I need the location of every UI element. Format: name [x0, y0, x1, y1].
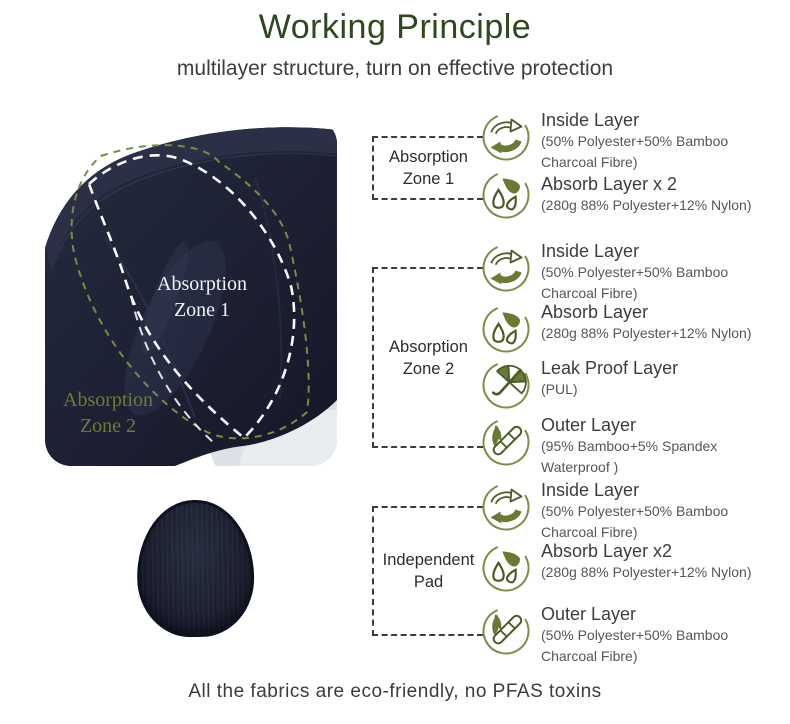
layer-desc: Charcoal Fibre)	[541, 285, 638, 301]
layer-desc: (50% Polyester+50% Bamboo	[541, 133, 729, 149]
bamboo-icon	[481, 606, 531, 656]
layer-row	[541, 541, 789, 583]
layer-desc: Charcoal Fibre)	[541, 648, 638, 664]
bracket-label: Zone 1	[402, 170, 455, 188]
layer-desc: (PUL)	[541, 381, 578, 397]
water-drops-icon	[481, 170, 531, 220]
layer-desc: (50% Polyester+50% Bamboo	[541, 627, 729, 643]
layer-row	[541, 358, 789, 400]
footer-note: All the fabrics are eco-friendly, no PFAS toxins	[188, 681, 602, 702]
page-subtitle: multilayer structure, turn on effective protection	[176, 57, 614, 80]
layer-title: Outer Layer	[541, 604, 637, 624]
page-title: Working Principle	[258, 8, 532, 46]
zone2-image-label-line2: Zone 2	[79, 415, 137, 437]
layer-row	[541, 110, 789, 173]
water-drops-icon	[481, 543, 531, 593]
independent-pad-photo	[136, 499, 255, 638]
layer-row	[541, 604, 789, 667]
layer-title: Inside Layer	[541, 480, 640, 500]
layer-desc: Charcoal Fibre)	[541, 524, 638, 540]
layer-row	[541, 174, 789, 216]
layer-title: Absorb Layer x 2	[541, 174, 678, 194]
bracket-label: Zone 2	[402, 359, 455, 378]
layer-title: Absorb Layer x2	[541, 541, 673, 561]
layer-title: Outer Layer	[541, 415, 637, 435]
bracket-label: Absorption	[389, 337, 468, 356]
layer-desc: (280g 88% Polyester+12% Nylon)	[541, 564, 752, 580]
layer-row	[541, 415, 789, 478]
bracket-label: Independent	[382, 551, 475, 569]
zone1-image-label-line1: Absorption	[157, 273, 247, 295]
underwear-photo	[45, 118, 337, 466]
bracket-absorption-zone-2	[372, 267, 483, 448]
bracket-independent-pad	[372, 506, 483, 636]
recycle-arrows-icon	[481, 112, 531, 162]
layer-desc: (50% Polyester+50% Bamboo	[541, 264, 729, 280]
layer-title: Inside Layer	[541, 241, 640, 261]
recycle-arrows-icon	[481, 482, 531, 532]
bracket-label: Absorption	[389, 148, 468, 166]
underwear-illustration	[45, 118, 337, 466]
layer-row	[541, 480, 789, 543]
zone2-image-label-line1: Absorption	[63, 389, 153, 411]
layer-row	[541, 302, 789, 344]
umbrella-icon	[481, 360, 531, 410]
layer-desc: (95% Bamboo+5% Spandex	[541, 438, 718, 454]
layer-desc: (280g 88% Polyester+12% Nylon)	[541, 197, 752, 213]
bracket-absorption-zone-1	[372, 136, 483, 200]
bamboo-icon	[481, 417, 531, 467]
layer-desc: (50% Polyester+50% Bamboo	[541, 503, 729, 519]
bracket-label: Pad	[413, 573, 444, 591]
layer-title: Inside Layer	[541, 110, 640, 130]
layer-row	[541, 241, 789, 304]
layer-title: Absorb Layer	[541, 302, 649, 322]
water-drops-icon	[481, 304, 531, 354]
zone1-image-label-line2: Zone 1	[173, 299, 231, 321]
recycle-arrows-icon	[481, 243, 531, 293]
layer-desc: (280g 88% Polyester+12% Nylon)	[541, 325, 752, 341]
layer-title: Leak Proof Layer	[541, 358, 679, 378]
layer-desc: Waterproof )	[541, 459, 619, 475]
layer-desc: Charcoal Fibre)	[541, 154, 638, 170]
